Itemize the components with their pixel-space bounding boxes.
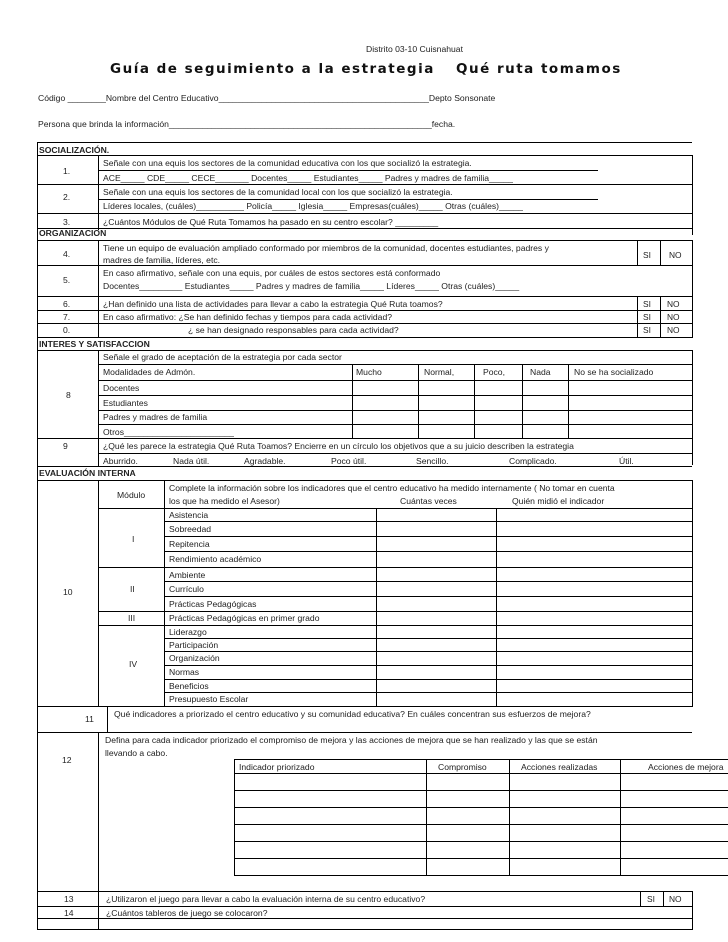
indicator-practicas: Prácticas Pedagógicas [169,599,257,609]
section-socializacion-title: SOCIALIZACIÓN. [39,145,110,155]
section-evaluacion-title: EVALUACIÓN INTERNA [39,468,136,478]
q5-number: 5. [63,275,71,285]
q2-number: 2. [63,192,71,202]
q14-text: ¿Cuántos tableros de juego se colocaron? [106,908,268,918]
school-code-line: Código ________Nombre del Centro Educativo____________________________________________Depto Sonsonate [38,93,496,103]
q7-no-label[interactable]: NO [667,312,680,322]
col-nada: Nada [530,367,551,377]
q4-text-line2: madres de familia, líderes, etc. [103,255,221,265]
district-label: Distrito 03-10 Cuisnahuat [366,44,463,54]
q8-number: 8 [66,390,71,400]
indicator-ambiente: Ambiente [169,570,206,580]
q13-text: ¿Utilizaron el juego para llevar a cabo la evaluación interna de su centro educativo? [106,894,426,904]
q13-no-label[interactable]: NO [669,894,682,904]
q11-text: Qué indicadores a priorizado el centro educativo y su comunidad educativa? En cuáles concentran sus esfuerzos de mejora? [114,709,591,719]
q9-option-agradable[interactable]: Agradable. [244,456,286,466]
col12-acciones-mejora: Acciones de mejora [648,762,724,772]
row-padres: Padres y madres de familia [103,412,208,422]
q9-text: ¿Qué les parece la estrategia Qué Ruta Toamos? Encierre en un círculo los objetivos que a su juicio describen la estrategia [103,441,574,451]
q2-text: Señale con una equis los sectores de la comunidad local con los que socializó la estrategia. [103,187,453,197]
q6-si-label[interactable]: SI [643,299,651,309]
q1-text: Señale con una equis los sectores de la comunidad educativa con los que socializó la estrategia. [103,158,472,168]
q5-options: Docentes_________ Estudiantes_____ Padres y madres de familia_____ Líderes_____ Otras (cuáles)_____ [103,281,520,291]
q6-no-label[interactable]: NO [667,299,680,309]
q4-text-line1: Tiene un equipo de evaluación ampliado conformado por miembros de la comunidad, docentes estudiantes, padres y [103,243,549,253]
q3-number: 3. [63,217,71,227]
q7-text: En caso afirmativo: ¿Se han definido fechas y tiempos para cada actividad? [103,312,393,322]
indicator-normas: Normas [169,667,200,677]
section-interes-title: INTERES Y SATISFACCION [39,339,150,349]
q8-text: Señale el grado de aceptación de la estrategia por cada sector [103,352,342,362]
indicator-participacion: Participación [169,640,219,650]
indicator-repitencia: Repitencia [169,539,210,549]
col-mucho: Mucho [356,367,382,377]
q9-option-poco-util[interactable]: Poco útil. [331,456,367,466]
q12-text-line2: llevando a cabo. [105,748,168,758]
q9-option-util[interactable]: Útil. [619,456,634,466]
indicator-practicas-primer-grado: Prácticas Pedagógicas en primer grado [169,613,320,623]
col-cuantas-veces: Cuántas veces [400,496,457,506]
guide-title: Guía de seguimiento a la estrategia [110,61,435,77]
q5-text: En caso afirmativo, señale con una equis, por cuáles de estos sectores está conformado [103,268,441,278]
col-no-socializado: No se ha socializado [574,367,654,377]
q4-no-label[interactable]: NO [669,250,682,260]
indicator-beneficios: Beneficios [169,681,209,691]
q2-options: Líderes locales, (cuáles)__________ Policía_____ Iglesia_____ Empresas(cuáles)_____ Otras (cuáles)_____ [103,201,523,211]
q9-option-nada-util[interactable]: Nada útil. [173,456,210,466]
q6-text: ¿Han definido una lista de actividades para llevar a cabo la estrategia Qué Ruta toamos? [103,299,443,309]
q9-number: 9 [63,441,68,451]
q7-si-label[interactable]: SI [643,312,651,322]
row-estudiantes: Estudiantes [103,398,148,408]
q12-text-line1: Defina para cada indicador priorizado el compromiso de mejora y las acciones de mejora que se han realizado y las que se están [105,735,598,745]
informant-line: Persona que brinda la información_______________________________________________________fecha. [38,119,456,129]
q7-number: 7. [63,312,71,322]
col12-indicador: Indicador priorizado [239,762,315,772]
indicator-rendimiento: Rendimiento académico [169,554,262,564]
indicator-liderazgo: Liderazgo [169,627,207,637]
indicator-presupuesto: Presupuesto Escolar [169,694,249,704]
module-iv-label: IV [129,659,138,669]
q9-option-complicado[interactable]: Complicado. [509,456,557,466]
row-docentes: Docentes [103,383,140,393]
module-iii-label: III [128,613,136,623]
q3-text: ¿Cuántos Módulos de Qué Ruta Tomamos ha pasado en su centro escolar? _________ [103,217,439,227]
q0-si-label[interactable]: SI [643,325,651,335]
indicator-organizacion: Organización [169,653,220,663]
q0-no-label[interactable]: NO [667,325,680,335]
q0-number: 0. [63,325,71,335]
q4-si-label[interactable]: SI [643,250,651,260]
q10-intro-line1: Complete la información sobre los indicadores que el centro educativo ha medido internamente ( No tomar en cuenta [169,483,615,493]
q1-options: ACE_____ CDE_____ CECE_______ Docentes_____ Estudiantes_____ Padres y madres de familia_____ [103,173,513,183]
modulo-header: Módulo [117,490,146,500]
q0-text: ¿ se han designado responsables para cada actividad? [188,325,399,335]
q11-number: 11 [85,714,94,724]
q6-number: 6. [63,299,71,309]
section-organizacion-title: ORGANIZACION [39,228,107,238]
col-modalidades: Modalidades de Admón. [103,367,196,377]
q1-number: 1. [63,166,71,176]
q9-option-sencillo[interactable]: Sencillo. [416,456,449,466]
q14-number: 14 [64,908,74,918]
indicator-sobreedad: Sobreedad [169,524,212,534]
indicator-asistencia: Asistencia [169,510,209,520]
col12-acciones-realizadas: Acciones realizadas [521,762,598,772]
q13-si-label[interactable]: SI [647,894,655,904]
strategy-title: Qué ruta tomamos [456,61,622,77]
q10-number: 10 [63,587,73,597]
q12-number: 12 [62,755,72,765]
indicator-curriculo: Currículo [169,584,204,594]
q13-number: 13 [64,894,74,904]
col12-compromiso: Compromiso [438,762,487,772]
row-otros: Otros_______________________ [103,427,234,437]
module-ii-label: II [130,584,135,594]
col-quien-midio: Quién midió el indicador [512,496,605,506]
col-poco: Poco, [483,367,505,377]
module-i-label: I [132,534,135,544]
q4-number: 4. [63,249,71,259]
q10-intro-line2: los que ha medido el Asesor) [169,496,280,506]
q9-option-aburrido[interactable]: Aburrido. [103,456,138,466]
col-normal: Normal, [424,367,455,377]
